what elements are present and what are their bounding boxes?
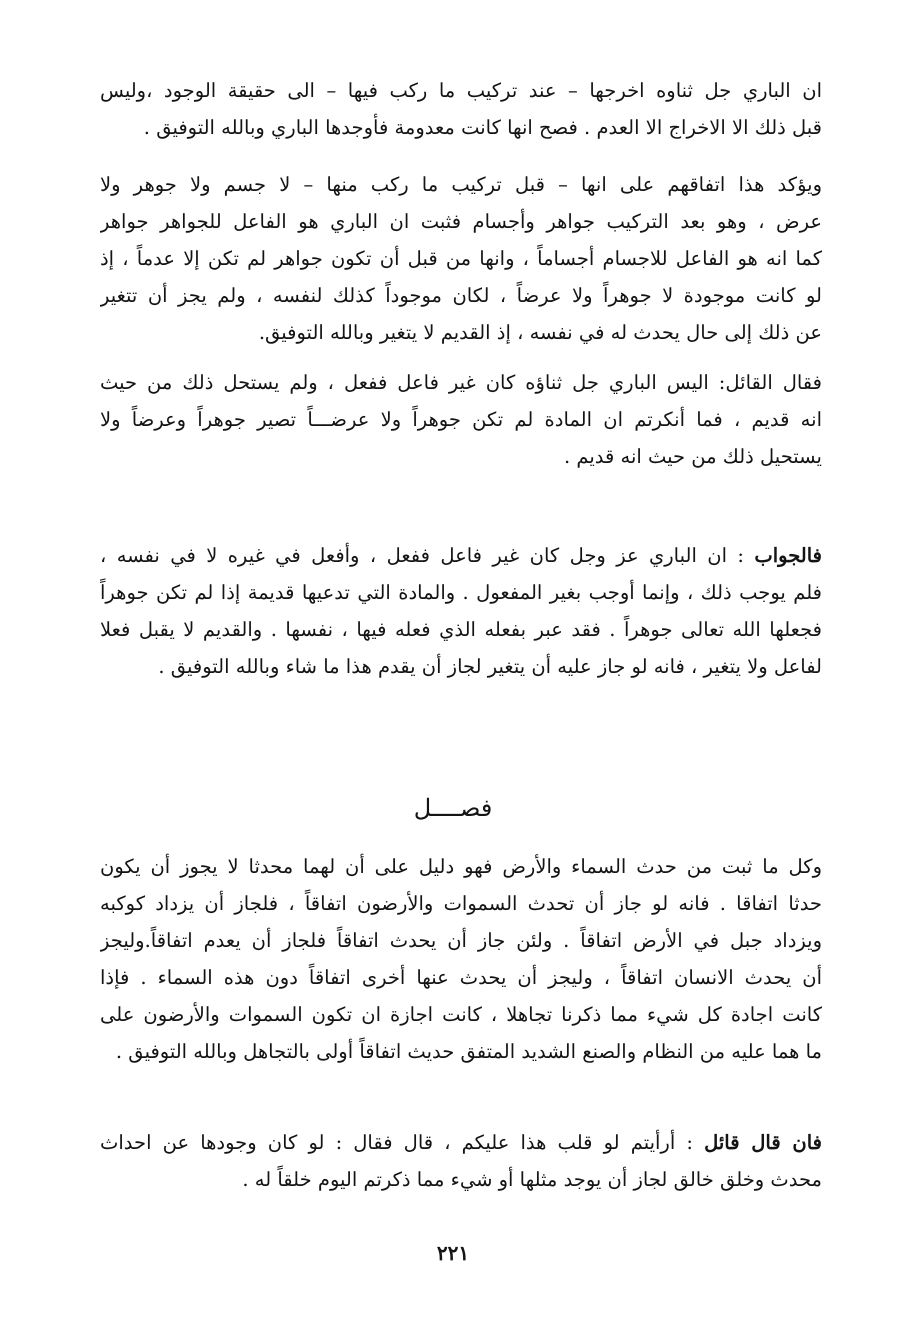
- paragraph-line: عرض ، وهو بعد التركيب جواهر وأجسام فثبت ان الباري هو الفاعل للجواهر جواهر: [100, 210, 822, 233]
- section-heading: فصــــل: [413, 794, 493, 822]
- paragraph-line: يستحيل ذلك من حيث انه قديم .: [563, 445, 822, 468]
- paragraph-lead-word: فالجواب: [754, 544, 822, 567]
- paragraph-line: [100, 537, 822, 574]
- paragraph-4: [100, 537, 822, 685]
- paragraph-1: [100, 72, 822, 146]
- paragraph-lead-word: فان قال قائل: [704, 1131, 822, 1154]
- paragraph-line: حدثا اتفاقا . فانه لو جاز أن تحدث السموات والأرضون اتفاقاً ، فلجاز أن يزداد كوكبه: [100, 892, 822, 915]
- paragraph-line: ما هما عليه من النظام والصنع الشديد المتفق حديث اتفاقاً أولى بالتجاهل وبالله التوفيق .: [115, 1040, 822, 1063]
- paragraph-line: محدث وخلق خالق لجاز أن يوجد مثلها أو شيء مما ذكرتم اليوم خلقاً له .: [242, 1168, 822, 1191]
- paragraph-line: فلم يوجب ذلك ، وإنما أوجب بغير المفعول . والمادة التي تدعيها قديمة إذا لم تكن جوهراً: [100, 581, 822, 604]
- paragraph-line: لفاعل ولا يتغير ، فانه لو جاز عليه أن يتغير لجاز أن يقدم هذا ما شاء وبالله التوفيق .: [158, 655, 822, 678]
- paragraph-line: ان الباري جل ثناوه اخرجها – عند تركيب ما ركب فيها – الى حقيقة الوجود ،وليس: [100, 79, 822, 102]
- paragraph-line: كانت اجادة كل شيء مما ذكرنا تجاهلا ، كانت اجازة ان تكون السموات والأرضون على: [100, 1003, 822, 1026]
- paragraph-3: [100, 364, 822, 475]
- paragraph-line: قبل ذلك الا الاخراج الا العدم . فصح انها كانت معدومة فأوجدها الباري وبالله التوفيق .: [143, 116, 822, 139]
- paragraph-line: لو كانت موجودة لا جوهراً ولا عرضاً ، لكان موجوداً كذلك لنفسه ، ولم يجز أن تتغير: [100, 284, 822, 307]
- paragraph-line: ويؤكد هذا اتفاقهم على انها – قبل تركيب ما ركب منها – لا جسم ولا جوهر ولا: [100, 173, 822, 196]
- paragraph-line: فجعلها الله تعالى جوهراً . فقد عبر بفعله الذي فعله فيها ، نفسها . والقديم لا يقبل فعلا: [100, 618, 822, 641]
- paragraph-line-rest: : ان الباري عز وجل كان غير فاعل ففعل ، وأفعل في غيره لا في نفسه ،: [100, 544, 755, 567]
- paragraph-line: [100, 1124, 822, 1161]
- paragraph-5: [100, 848, 822, 1070]
- paragraph-6: [100, 1124, 822, 1198]
- paragraph-line: عن ذلك إلى حال يحدث له في نفسه ، إذ القديم لا يتغير وبالله التوفيق.: [258, 321, 822, 344]
- paragraph-line-rest: : أرأيتم لو قلب هذا عليكم ، قال فقال : لو كان وجودها عن احداث: [100, 1131, 705, 1154]
- paragraph-line: أن يحدث الانسان اتفاقاً ، وليجز أن يحدث عنها أخرى اتفاقاً دون هذه السماء . فإذا: [100, 966, 822, 989]
- paragraph-line: كما انه هو الفاعل للاجسام أجساماً ، وانها من قبل أن تكون جواهر لم تكن إلا عدماً ، إذ: [100, 247, 822, 270]
- paragraph-line: ويزداد جبل في الأرض اتفاقاً . ولئن جاز أن يحدث اتفاقاً فلجاز أن يعدم اتفاقاً.وليجز: [100, 929, 822, 952]
- paragraph-line: فقال القائل: اليس الباري جل ثناؤه كان غير فاعل ففعل ، ولم يستحل ذلك من حيث: [100, 371, 822, 394]
- paragraph-line: وكل ما ثبت من حدث السماء والأرض فهو دليل على أن لهما محدثا لا يجوز أن يكون: [100, 855, 822, 878]
- page-number: ٢٢١: [436, 1241, 470, 1265]
- paragraph-2: [100, 166, 822, 351]
- paragraph-line: انه قديم ، فما أنكرتم ان المادة لم تكن جوهراً ولا عرضـــاً تصير جوهراً وعرضاً ولا: [100, 408, 822, 431]
